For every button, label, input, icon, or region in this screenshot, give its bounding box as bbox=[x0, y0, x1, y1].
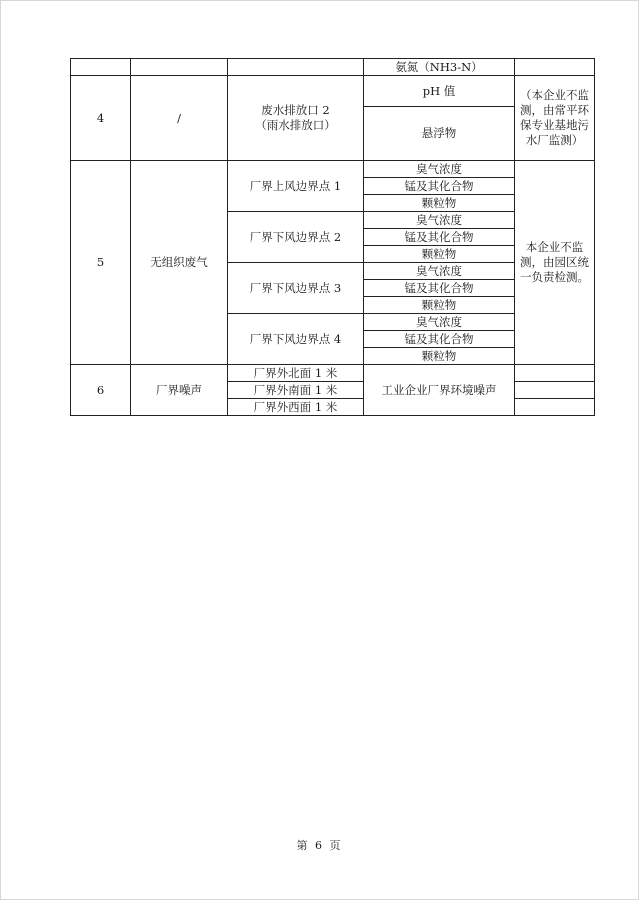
monitoring-point-cell: 厂界上风边界点 1 bbox=[228, 161, 364, 212]
category-cell: / bbox=[131, 76, 228, 161]
monitoring-point-cell bbox=[228, 76, 364, 161]
point-name-line: 废水排放口 2 bbox=[261, 103, 330, 117]
table-cell bbox=[515, 365, 595, 382]
pollutant-cell: pH 值 bbox=[364, 76, 515, 107]
table-cell bbox=[515, 382, 595, 399]
page-number: 第 6 页 bbox=[296, 839, 343, 852]
monitoring-point-cell: 厂界下风边界点 4 bbox=[228, 314, 364, 365]
table-row bbox=[71, 365, 595, 382]
point-name-line: （雨水排放口） bbox=[255, 118, 336, 132]
pollutant-cell: 颗粒物 bbox=[364, 297, 515, 314]
table-cell bbox=[71, 59, 131, 76]
table-cell bbox=[228, 59, 364, 76]
table-cell bbox=[131, 59, 228, 76]
pollutant-cell: 臭气浓度 bbox=[364, 212, 515, 229]
pollutant-cell: 氨氮（NH3-N） bbox=[364, 59, 515, 76]
row-number-cell: 4 bbox=[71, 76, 131, 161]
row-number-cell: 5 bbox=[71, 161, 131, 365]
table-row bbox=[71, 59, 595, 76]
category-cell: 厂界噪声 bbox=[131, 365, 228, 416]
category-cell: 无组织废气 bbox=[131, 161, 228, 365]
monitoring-table bbox=[70, 58, 595, 416]
monitoring-point-cell: 厂界外南面 1 米 bbox=[228, 382, 364, 399]
table-row bbox=[71, 76, 595, 107]
pollutant-cell: 臭气浓度 bbox=[364, 161, 515, 178]
pollutant-cell: 臭气浓度 bbox=[364, 314, 515, 331]
table-cell bbox=[515, 59, 595, 76]
pollutant-cell: 锰及其化合物 bbox=[364, 280, 515, 297]
pollutant-cell: 颗粒物 bbox=[364, 246, 515, 263]
pollutant-cell: 悬浮物 bbox=[364, 107, 515, 161]
monitoring-point-cell: 厂界下风边界点 3 bbox=[228, 263, 364, 314]
pollutant-cell: 锰及其化合物 bbox=[364, 229, 515, 246]
pollutant-cell: 颗粒物 bbox=[364, 195, 515, 212]
monitoring-point-cell: 厂界外西面 1 米 bbox=[228, 399, 364, 416]
row-number-cell: 6 bbox=[71, 365, 131, 416]
note-cell: 本企业不监测，由园区统一负责检测。 bbox=[515, 161, 595, 365]
monitoring-point-cell: 厂界外北面 1 米 bbox=[228, 365, 364, 382]
pollutant-cell: 颗粒物 bbox=[364, 348, 515, 365]
pollutant-cell: 锰及其化合物 bbox=[364, 178, 515, 195]
monitoring-point-cell: 厂界下风边界点 2 bbox=[228, 212, 364, 263]
note-cell: （本企业不监测，由常平环保专业基地污水厂监测） bbox=[515, 76, 595, 161]
pollutant-cell: 工业企业厂界环境噪声 bbox=[364, 365, 515, 416]
table-cell bbox=[515, 399, 595, 416]
pollutant-cell: 臭气浓度 bbox=[364, 263, 515, 280]
pollutant-cell: 锰及其化合物 bbox=[364, 331, 515, 348]
table-row bbox=[71, 161, 595, 178]
